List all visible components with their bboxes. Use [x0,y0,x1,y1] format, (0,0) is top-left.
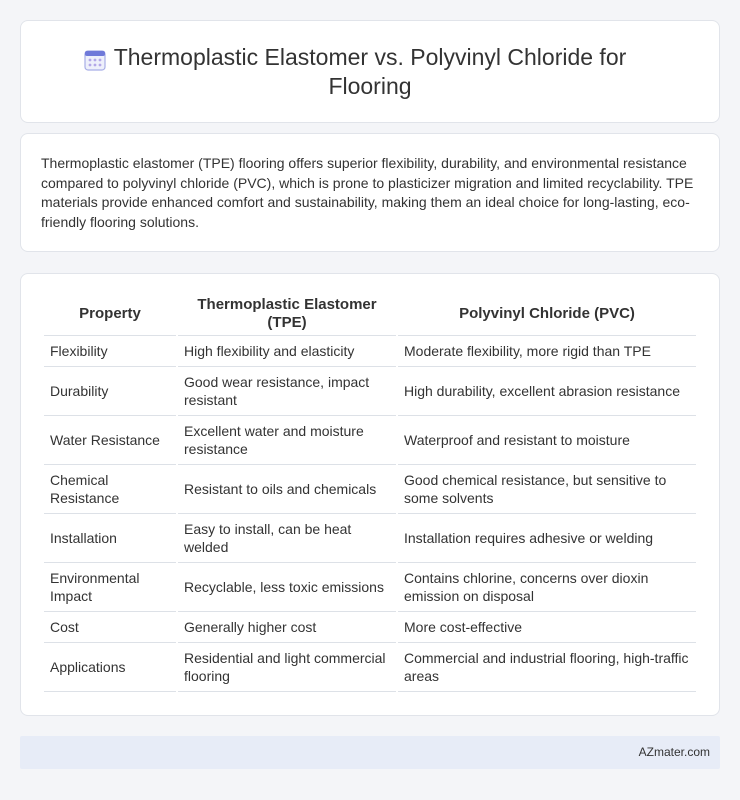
pvc-cell: More cost-effective [398,612,696,643]
footer-site-name[interactable]: AZmater.com [638,745,710,759]
table-row [44,416,696,465]
calendar-icon [83,48,107,72]
tpe-cell: Good wear resistance, impact resistant [178,367,396,416]
table-row [44,612,696,643]
tpe-cell: Easy to install, can be heat welded [178,514,396,563]
tpe-cell: Generally higher cost [178,612,396,643]
footer [20,736,720,769]
property-cell: Environmental Impact [44,563,176,612]
comparison-table [42,292,698,692]
pvc-cell: High durability, excellent abrasion resistance [398,367,696,416]
pvc-cell: Waterproof and resistant to moisture [398,416,696,465]
table-row [44,465,696,514]
title-card [20,20,720,123]
page-title: Thermoplastic Elastomer vs. Polyvinyl Chloride for Flooring [113,44,627,99]
property-cell: Cost [44,612,176,643]
title-wrap [21,43,719,101]
property-cell: Flexibility [44,336,176,367]
summary-card [20,133,720,252]
tpe-cell: High flexibility and elasticity [178,336,396,367]
pvc-cell: Commercial and industrial flooring, high-traffic areas [398,643,696,692]
table-card [20,273,720,716]
property-cell: Installation [44,514,176,563]
header-pvc: Polyvinyl Chloride (PVC) [398,292,696,336]
tpe-cell: Resistant to oils and chemicals [178,465,396,514]
tpe-cell: Excellent water and moisture resistance [178,416,396,465]
table-header-row [44,292,696,336]
tpe-cell: Recyclable, less toxic emissions [178,563,396,612]
table-row [44,643,696,692]
property-cell: Durability [44,367,176,416]
pvc-cell: Good chemical resistance, but sensitive to some solvents [398,465,696,514]
pvc-cell: Installation requires adhesive or welding [398,514,696,563]
header-tpe: Thermoplastic Elastomer (TPE) [178,292,396,336]
property-cell: Chemical Resistance [44,465,176,514]
pvc-cell: Moderate flexibility, more rigid than TPE [398,336,696,367]
property-cell: Water Resistance [44,416,176,465]
tpe-cell: Residential and light commercial flooring [178,643,396,692]
summary-text: Thermoplastic elastomer (TPE) flooring offers superior flexibility, durability, and environmental resistance compared to polyvinyl chloride (PVC), which is prone to plasticizer migration and limited recyclability. TPE materials provide enhanced comfort and sustainability, making them an ideal choice for long-lasting, eco-friendly flooring solutions. [41,155,694,231]
table-row [44,514,696,563]
header-property: Property [44,292,176,336]
property-cell: Applications [44,643,176,692]
table-row [44,367,696,416]
table-row [44,563,696,612]
table-row [44,336,696,367]
pvc-cell: Contains chlorine, concerns over dioxin emission on disposal [398,563,696,612]
